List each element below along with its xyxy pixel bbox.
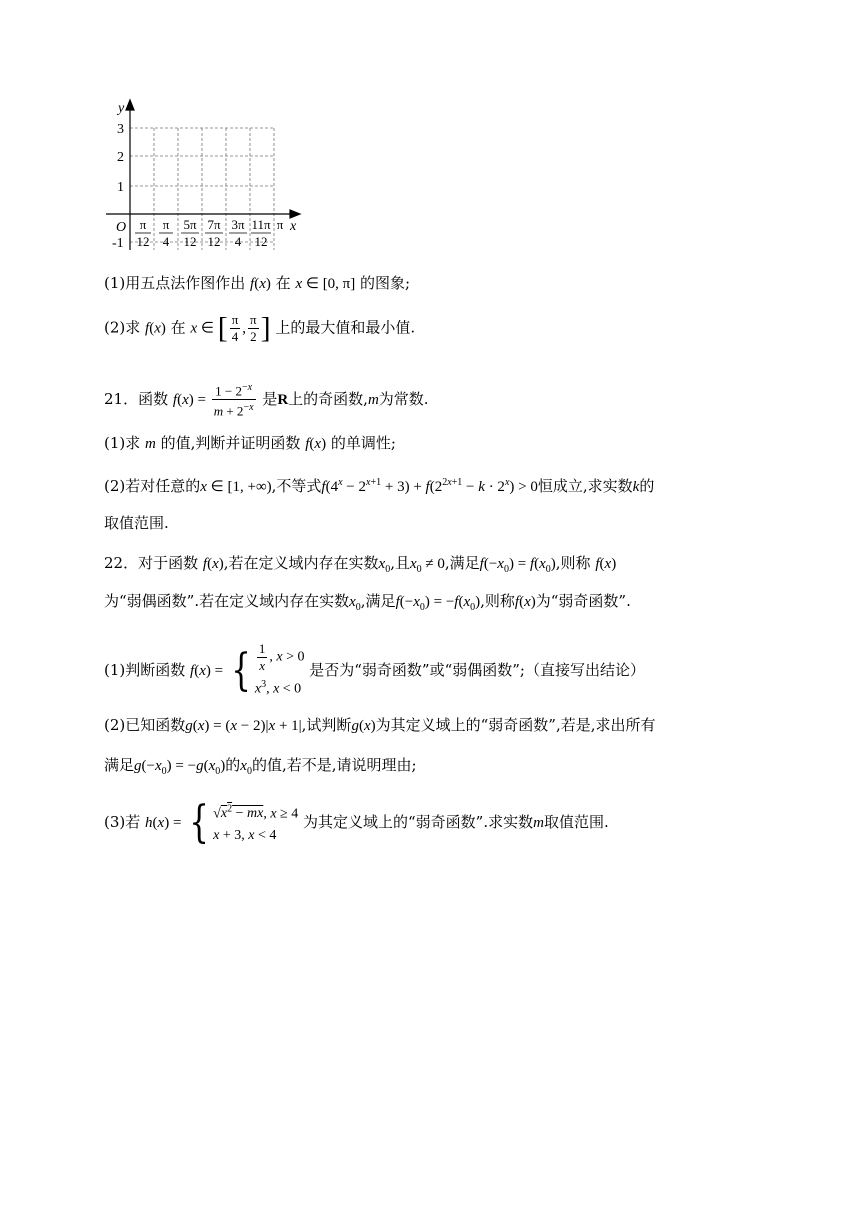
q20-p1-suffix: 的图象;	[360, 274, 411, 292]
x-tick-den: 12	[136, 234, 150, 249]
q22-l1e: ,则称	[555, 554, 591, 572]
q22-part2: (2)已知函数g(x) = (x − 2)|x + 1|,试判断g(x)为其定义域上的“弱奇函数”,若是,求出所有	[104, 716, 656, 734]
q20-p1-prefix: (1)用五点法作图作出	[104, 274, 246, 292]
y-tick-2: 2	[117, 150, 124, 165]
x-tick-num: π	[162, 217, 170, 232]
x-tick-den: 12	[183, 234, 197, 249]
q22-p3b: 为其定义域上的“弱奇函数”.求实数	[303, 813, 534, 831]
q22-l2b: ,满足	[360, 592, 396, 610]
q21-part1: (1)求 m 的值,判断并证明函数 f(x) 的单调性;	[104, 434, 396, 452]
q21-rest: 上的奇函数,	[288, 389, 368, 408]
q22-part2-cont: 满足$g(-x_0) = -g(x_0)$的$x_0$的值,若不是,请说明理由;	[104, 756, 417, 777]
axes	[106, 100, 300, 250]
x-tick-num: 5π	[183, 217, 197, 232]
q21-stem: 21．函数 f(x) = $\frac{1 - 2^{-x}}{m + 2^{-x}}$ 是R上的奇函数,m为常数.	[104, 382, 429, 419]
q21-part2-cont	[104, 512, 169, 534]
q22-l2c: ,则称	[480, 592, 515, 610]
x-tick-den: 12	[207, 234, 221, 249]
q21-p1: (1)求	[104, 434, 141, 452]
q21-p2c: 恒成立,求实数	[537, 477, 633, 495]
coordinate-grid	[100, 98, 310, 258]
q22-stem-line1: 22．对于函数 f(x),若在定义域内存在实数$x_0$,且$x_0 \ne 0$,满足$f(-x_0) = f(x_0)$,则称 f(x)	[104, 554, 617, 575]
q21-R: R	[277, 391, 289, 408]
q20-part2: (2)求 f(x) 在 x ∈ [ $\frac{\pi}{4}$ , $\frac{\pi}{2}$ ] 上的最大值和最小值.	[104, 311, 416, 345]
q22-l2d: 为“弱奇函数”.	[535, 592, 631, 610]
q21-part2: (2)若对任意的x ∈ [1, +∞),不等式$f(4^x - 2^{x+1} + 3) + f(2^{2x+1} - k \cdot 2^x) > 0$恒成立,求实数k的	[104, 477, 655, 495]
q22-l1c: ,且	[390, 554, 410, 572]
x-axis-label: x	[290, 219, 297, 234]
q21-p1b: 的值,判断并证明函数	[160, 434, 301, 452]
q22-p1b: 是否为“弱奇函数”或“弱偶函数”;（直接写出结论）	[309, 661, 645, 679]
q22-stem-line2: 为“弱偶函数”.若在定义域内存在实数$x_0$,满足$f(-x_0) = -f(x_0)$,则称f(x)为“弱奇函数”.	[104, 592, 631, 613]
q22-p3c: 取值范围.	[543, 813, 609, 831]
q21-k: k	[632, 479, 640, 495]
q22-number: 22．	[104, 554, 139, 572]
q21-p2d: 的	[639, 477, 655, 495]
x-tick-den: 4	[162, 234, 170, 249]
y-axis-label: y	[118, 101, 125, 116]
q22-p3a: (3)若	[104, 813, 141, 831]
x-tick-num: 3π	[231, 217, 245, 232]
x-tick-den: 12	[254, 234, 268, 249]
q22-p2c: 为其定义域上的“弱奇函数”,若是,求出所有	[375, 716, 656, 734]
q22-part3: (3)若 h(x) = { $√x^2$ − mx, x ≥ 4 x + 3, x < 4 为其定义域上的“弱奇函数”.求实数m取值范围.	[104, 797, 609, 848]
q21-rest2: 为常数.	[378, 389, 429, 408]
q21-p2e: 取值范围.	[104, 514, 169, 532]
q20-part1: (1)用五点法作图作出 f(x) 在 x ∈ [0, π] 的图象;	[104, 274, 411, 292]
q21-is: 是	[262, 389, 278, 408]
q21-p2: (2)若对任意的	[104, 477, 201, 495]
q22-p1a: (1)判断函数	[104, 661, 186, 679]
q22-l2a: 为“弱偶函数”.若在定义域内存在实数	[104, 592, 350, 610]
origin-label: O	[116, 220, 127, 235]
x-tick-extra-pi: π	[276, 217, 284, 232]
q20-p1-mid: 在	[275, 274, 291, 292]
q22-l1b: ,若在定义域内存在实数	[223, 554, 379, 572]
q22-l1d: ,满足	[444, 554, 480, 572]
q21-number: 21．	[104, 389, 139, 408]
x-tick-num: 7π	[207, 217, 221, 232]
y-tick-1: 1	[117, 180, 124, 195]
q22-p2f: 的值,若不是,请说明理由;	[251, 756, 417, 774]
q22-p2a: (2)已知函数	[104, 716, 186, 734]
x-tick-num: 11π	[251, 217, 271, 232]
x-tick-den: 4	[234, 234, 242, 249]
q20-p2-prefix: (2)求	[104, 318, 141, 337]
q22-part1: (1)判断函数 f(x) = { $\frac{1}{x}$ , x > 0 $x^3$, x < 0 是否为“弱奇函数”或“弱偶函数”;（直接写出结论）	[104, 641, 645, 697]
q22-p2d: 满足	[104, 756, 135, 774]
y-tick-3: 3	[117, 122, 124, 137]
q22-p2b: ,试判断	[301, 716, 352, 734]
q21-intro: 函数	[138, 389, 169, 408]
q21-p2b: ,不等式	[271, 477, 322, 495]
q21-m: m	[367, 391, 379, 408]
y-tick-neg1: -1	[112, 236, 124, 251]
q21-p1c: 的单调性;	[330, 434, 396, 452]
q20-p2-mid: 在	[170, 318, 186, 337]
q22-p2e: 的	[225, 756, 241, 774]
x-tick-num: π	[139, 217, 147, 232]
q22-l1a: 对于函数	[138, 554, 199, 572]
q22-p3m: m	[533, 815, 544, 831]
q20-p2-suffix: 上的最大值和最小值.	[275, 318, 416, 337]
